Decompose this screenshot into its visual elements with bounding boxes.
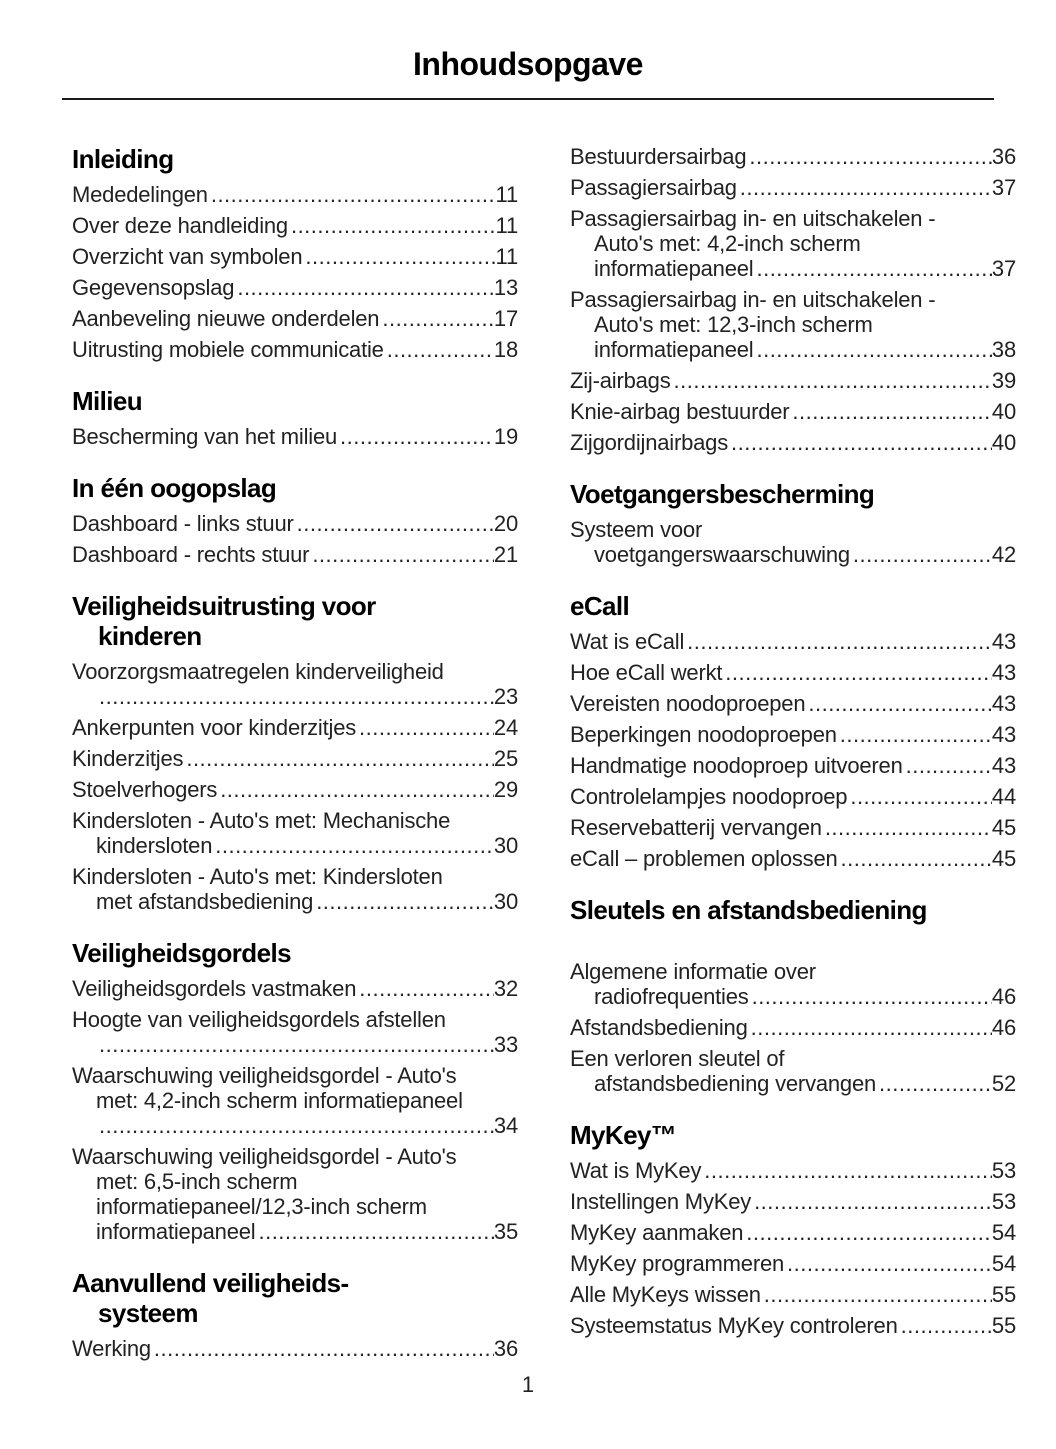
toc-entry-text: Algemene informatie over [570, 959, 816, 984]
toc-entry[interactable] [570, 399, 1016, 424]
toc-entry-text: Handmatige noodoproep uitvoeren [570, 753, 903, 778]
toc-entry-text: Controlelampjes noodoproep [570, 784, 848, 809]
dot-leader [825, 815, 992, 840]
toc-section [570, 591, 1016, 871]
dot-leader [211, 182, 496, 207]
toc-entry-line [570, 287, 1016, 312]
dot-leader [906, 753, 992, 778]
toc-entry-line [570, 660, 1016, 685]
section-heading [72, 144, 518, 174]
toc-entry-text: Systeemstatus MyKey controleren [570, 1313, 898, 1338]
toc-page-number: 43 [991, 753, 1016, 778]
toc-entry-text: Kindersloten - Auto's met: Kindersloten [72, 864, 443, 889]
toc-entry-text: Waarschuwing veiligheidsgordel - Auto's [72, 1144, 457, 1169]
dot-leader [291, 213, 496, 238]
toc-page-number: 25 [493, 746, 518, 771]
toc-entry-text: Passagiersairbag in- en uitschakelen - [570, 206, 936, 231]
toc-entry[interactable] [570, 1220, 1016, 1245]
toc-entry[interactable] [72, 182, 518, 207]
dot-leader [237, 275, 494, 300]
toc-entry-line [570, 368, 1016, 393]
toc-entry-line [72, 889, 518, 914]
dot-leader [186, 746, 494, 771]
toc-entry-text: Afstandsbediening [570, 1015, 748, 1040]
toc-entry-line [72, 864, 518, 889]
toc-entry[interactable] [72, 777, 518, 802]
toc-page-number: 45 [991, 846, 1016, 871]
toc-entry-text: Bescherming van het milieu [72, 424, 338, 449]
toc-page-number: 37 [991, 256, 1016, 281]
toc-entry[interactable] [72, 275, 518, 300]
toc-entry-text: Auto's met: 12,3-inch scherm [594, 312, 873, 337]
toc-entry-line [72, 1007, 518, 1032]
section-heading-line: In één oogopslag [72, 473, 277, 503]
toc-page-number: 43 [991, 722, 1016, 747]
toc-entry[interactable] [570, 722, 1016, 747]
toc-page-number: 18 [493, 337, 518, 362]
folio-page-number: 1 [521, 1372, 535, 1397]
toc-entry-text: Overzicht van symbolen [72, 244, 303, 269]
toc-entry-line [72, 1169, 518, 1194]
toc-entry[interactable] [72, 213, 518, 238]
toc-entry[interactable] [570, 1046, 1016, 1096]
toc-entry-text: informatiepaneel [594, 256, 754, 281]
toc-page-number: 24 [493, 715, 518, 740]
dot-leader [756, 256, 991, 281]
dot-leader [879, 1071, 992, 1096]
toc-page-number: 42 [991, 542, 1016, 567]
toc-page-number: 43 [991, 660, 1016, 685]
dot-leader [808, 691, 992, 716]
toc-entry-line [72, 244, 518, 269]
toc-entry[interactable] [570, 691, 1016, 716]
toc-entry[interactable] [570, 517, 1016, 567]
toc-entry-line [72, 1144, 518, 1169]
toc-entry-line [72, 1088, 518, 1113]
section-heading [570, 479, 1016, 509]
toc-entry-line [72, 1113, 518, 1138]
toc-entry-line [72, 777, 518, 802]
dot-leader [841, 846, 992, 871]
toc-page-number: 36 [493, 1336, 518, 1361]
toc-entry-line [72, 1219, 518, 1244]
dot-leader [787, 1251, 992, 1276]
section-heading-line: MyKey™ [570, 1120, 677, 1150]
dot-leader [853, 542, 992, 567]
toc-page-number: 40 [991, 399, 1016, 424]
toc-entry[interactable] [570, 629, 1016, 654]
toc-entry-text: Instellingen MyKey [570, 1189, 752, 1214]
dot-leader [382, 306, 494, 331]
section-heading [72, 473, 518, 503]
toc-entry-line [570, 337, 1016, 362]
toc-page-number: 11 [495, 244, 518, 269]
dot-leader [901, 1313, 992, 1338]
toc-entry-text: Hoogte van veiligheidsgordels afstellen [72, 1007, 446, 1032]
toc-entry-line [72, 337, 518, 362]
dot-leader [792, 399, 992, 424]
toc-page-number: 32 [493, 976, 518, 1001]
section-heading-line: Aanvullend veiligheids- [72, 1268, 349, 1298]
toc-entry-line [72, 746, 518, 771]
toc-entry-text: afstandsbediening vervangen [594, 1071, 877, 1096]
dot-leader [751, 1015, 992, 1040]
toc-entry-line [570, 691, 1016, 716]
toc-page-number: 30 [493, 833, 518, 858]
toc-section [72, 1268, 518, 1361]
toc-entry-line [72, 1336, 518, 1361]
toc-entry-line [570, 984, 1016, 1009]
toc-page-number: 23 [493, 684, 518, 709]
toc-entry-line [72, 511, 518, 536]
toc-entry-text: met: 4,2-inch scherm informatiepaneel [96, 1088, 463, 1113]
toc-entry-text: radiofrequenties [594, 984, 749, 1009]
dot-leader [749, 144, 992, 169]
toc-entry-text: Alle MyKeys wissen [570, 1282, 761, 1307]
toc-entry-line [570, 206, 1016, 231]
toc-entry[interactable] [570, 175, 1016, 200]
toc-page-number: 29 [493, 777, 518, 802]
toc-entry-line [72, 182, 518, 207]
toc-entry-line [570, 1313, 1016, 1338]
toc-entry-text: Ankerpunten voor kinderzitjes [72, 715, 357, 740]
toc-entry-line [570, 256, 1016, 281]
toc-entry-line [72, 1063, 518, 1088]
toc-entry[interactable] [72, 1063, 518, 1138]
dot-leader [754, 1189, 992, 1214]
dot-leader [297, 511, 494, 536]
toc-column-left [72, 144, 518, 1367]
toc-page-number: 17 [493, 306, 518, 331]
toc-entry[interactable] [72, 511, 518, 536]
toc-entry[interactable] [570, 1189, 1016, 1214]
dot-leader [756, 337, 991, 362]
toc-page-number: 34 [493, 1113, 518, 1138]
toc-entry-line [570, 784, 1016, 809]
toc-entry-text: Gegevensopslag [72, 275, 235, 300]
toc-entry-text: Vereisten noodoproepen [570, 691, 806, 716]
toc-entry-text: informatiepaneel [96, 1219, 256, 1244]
section-heading-line: Veiligheidsgordels [72, 938, 291, 968]
toc-entry-text: MyKey programmeren [570, 1251, 785, 1276]
toc-entry[interactable] [72, 808, 518, 858]
toc-entry-text: Dashboard - rechts stuur [72, 542, 310, 567]
section-heading-line: kinderen [98, 621, 202, 651]
dot-leader [387, 337, 494, 362]
toc-page-number: 35 [493, 1219, 518, 1244]
toc-entry-line [570, 1158, 1016, 1183]
toc-entry-line [570, 1251, 1016, 1276]
toc-entry[interactable] [72, 1007, 518, 1057]
toc-page-number: 11 [495, 213, 518, 238]
toc-entry[interactable] [570, 815, 1016, 840]
toc-section [72, 473, 518, 567]
toc-entry-text: Zijgordijnairbags [570, 430, 729, 455]
toc-entry-line [72, 684, 518, 709]
toc-column-right [570, 144, 1016, 1367]
toc-entry-text: Reservebatterij vervangen [570, 815, 822, 840]
toc-entry-text: Wat is eCall [570, 629, 685, 654]
toc-entry-text: Knie-airbag bestuurder [570, 399, 790, 424]
toc-entry[interactable] [570, 144, 1016, 169]
toc-entry-line [570, 517, 1016, 542]
section-heading-line: eCall [570, 591, 630, 621]
toc-page-number: 45 [991, 815, 1016, 840]
toc-entry-line [570, 846, 1016, 871]
toc-entry[interactable] [570, 1158, 1016, 1183]
dot-leader [674, 368, 992, 393]
toc-entry[interactable] [72, 306, 518, 331]
toc-entry-text: Kinderzitjes [72, 746, 184, 771]
section-heading-line: Inleiding [72, 144, 174, 174]
toc-page-number: 55 [991, 1282, 1016, 1307]
toc-page-number: 36 [991, 144, 1016, 169]
toc-entry-text: Veiligheidsgordels vastmaken [72, 976, 357, 1001]
section-heading [72, 591, 518, 651]
toc-page-number: 11 [495, 182, 518, 207]
toc-entry-line [570, 1046, 1016, 1071]
toc-entry-text: Werking [72, 1336, 151, 1361]
section-heading [72, 1268, 518, 1328]
toc-page-number: 33 [493, 1032, 518, 1057]
toc-entry[interactable] [570, 1313, 1016, 1338]
toc-page-number: 13 [493, 275, 518, 300]
dot-leader [850, 784, 992, 809]
toc-section [72, 591, 518, 914]
toc-entry-line [570, 430, 1016, 455]
section-heading-line: Voetgangersbescherming [570, 479, 875, 509]
toc-entry-text: Passagiersairbag [570, 175, 737, 200]
toc-entry[interactable] [570, 1282, 1016, 1307]
section-heading [570, 1120, 1016, 1150]
toc-entry-text: informatiepaneel [594, 337, 754, 362]
dot-leader [359, 976, 494, 1001]
toc-entry-text: voetgangerswaarschuwing [594, 542, 850, 567]
toc-entry-text: Kindersloten - Auto's met: Mechanische [72, 808, 451, 833]
toc-entry[interactable] [72, 864, 518, 914]
toc-entry-line [570, 231, 1016, 256]
section-heading-line: Sleutels en afstandsbediening [570, 895, 927, 925]
toc-entry[interactable] [72, 976, 518, 1001]
toc-page-number: 21 [493, 542, 518, 567]
toc-page-number: 53 [991, 1158, 1016, 1183]
toc-entry-text: Dashboard - links stuur [72, 511, 294, 536]
toc-page-number: 43 [991, 691, 1016, 716]
toc-page-number: 55 [991, 1313, 1016, 1338]
toc-page-number: 46 [991, 1015, 1016, 1040]
toc-columns [62, 100, 1016, 1367]
dot-leader [740, 175, 992, 200]
toc-entry-line [72, 976, 518, 1001]
toc-entry[interactable] [570, 784, 1016, 809]
page-title: Inhoudsopgave [413, 46, 643, 82]
toc-entry-text: Auto's met: 4,2-inch scherm [594, 231, 861, 256]
toc-section [72, 144, 518, 362]
dot-leader [840, 722, 992, 747]
toc-entry-text: Voorzorgsmaatregelen kinderveiligheid [72, 659, 444, 684]
toc-page-number: 20 [493, 511, 518, 536]
toc-entry[interactable] [570, 287, 1016, 362]
dot-leader [154, 1336, 494, 1361]
toc-entry-text: Systeem voor [570, 517, 703, 542]
toc-section [72, 386, 518, 449]
toc-entry-line [570, 1220, 1016, 1245]
toc-entry-line [72, 424, 518, 449]
section-heading [570, 591, 1016, 621]
toc-entry[interactable] [570, 1015, 1016, 1040]
toc-entry-line [72, 1032, 518, 1057]
toc-entry[interactable] [72, 424, 518, 449]
dot-leader [258, 1219, 493, 1244]
toc-page-number: 30 [493, 889, 518, 914]
toc-entry-line [570, 959, 1016, 984]
dot-leader [752, 984, 992, 1009]
toc-entry-text: Aanbeveling nieuwe onderdelen [72, 306, 380, 331]
section-heading-line: systeem [98, 1298, 198, 1328]
toc-entry-text: Uitrusting mobiele communicatie [72, 337, 384, 362]
toc-page-number: 46 [991, 984, 1016, 1009]
toc-entry-line [72, 1194, 518, 1219]
toc-entry-text: met: 6,5-inch scherm [96, 1169, 298, 1194]
toc-entry-line [570, 144, 1016, 169]
dot-leader [340, 424, 494, 449]
toc-entry[interactable] [72, 746, 518, 771]
toc-entry-text: Over deze handleiding [72, 213, 288, 238]
toc-entry-line [570, 175, 1016, 200]
dot-leader [687, 629, 992, 654]
toc-entry-line [570, 542, 1016, 567]
toc-entry-line [570, 629, 1016, 654]
toc-entry-line [570, 815, 1016, 840]
toc-entry-line [72, 833, 518, 858]
dot-leader [704, 1158, 992, 1183]
dot-leader [316, 889, 494, 914]
toc-section [570, 1120, 1016, 1338]
dot-leader [220, 777, 494, 802]
toc-entry-line [570, 1015, 1016, 1040]
toc-entry-text: Passagiersairbag in- en uitschakelen - [570, 287, 936, 312]
toc-entry[interactable] [570, 1251, 1016, 1276]
section-heading-line: Milieu [72, 386, 143, 416]
toc-entry-text: kindersloten [96, 833, 213, 858]
toc-page-number: 38 [991, 337, 1016, 362]
toc-entry[interactable] [72, 244, 518, 269]
toc-entry[interactable] [570, 959, 1016, 1009]
toc-page-number: 54 [991, 1220, 1016, 1245]
toc-entry-text: Waarschuwing veiligheidsgordel - Auto's [72, 1063, 457, 1088]
toc-page-number: 44 [991, 784, 1016, 809]
toc-entry[interactable] [570, 368, 1016, 393]
section-heading-line: Veiligheidsuitrusting voor [72, 591, 376, 621]
section-heading [72, 386, 518, 416]
toc-entry-line [72, 715, 518, 740]
toc-entry-line [72, 213, 518, 238]
section-heading [570, 895, 1016, 925]
toc-page-number: 40 [991, 430, 1016, 455]
toc-entry-text: Een verloren sleutel of [570, 1046, 785, 1071]
toc-entry-line [570, 1071, 1016, 1096]
toc-entry[interactable] [570, 753, 1016, 778]
toc-entry-text: Zij-airbags [570, 368, 671, 393]
toc-section [570, 479, 1016, 567]
toc-entry[interactable] [72, 1336, 518, 1361]
toc-page-number: 54 [991, 1251, 1016, 1276]
toc-entry-line [72, 306, 518, 331]
toc-page-number: 43 [991, 629, 1016, 654]
toc-entry[interactable] [570, 846, 1016, 871]
toc-entry-text: eCall – problemen oplossen [570, 846, 838, 871]
toc-entry-text: Mededelingen [72, 182, 208, 207]
toc-entry-line [72, 659, 518, 684]
toc-entry-text: met afstandsbediening [96, 889, 314, 914]
toc-page-number: 39 [991, 368, 1016, 393]
toc-page-number: 52 [991, 1071, 1016, 1096]
toc-entry[interactable] [570, 430, 1016, 455]
section-heading [72, 938, 518, 968]
toc-page-number: 53 [991, 1189, 1016, 1214]
dot-leader [359, 715, 494, 740]
toc-entry-text: informatiepaneel/12,3-inch scherm [96, 1194, 427, 1219]
dot-leader [746, 1220, 992, 1245]
toc-section [570, 144, 1016, 455]
dot-leader [312, 542, 494, 567]
dot-leader [725, 660, 992, 685]
dot-leader [764, 1282, 992, 1307]
toc-page-number: 37 [991, 175, 1016, 200]
toc-entry-text: Wat is MyKey [570, 1158, 702, 1183]
toc-entry-line [570, 312, 1016, 337]
toc-section [72, 938, 518, 1244]
toc-entry-text: Stoelverhogers [72, 777, 218, 802]
toc-entry[interactable] [570, 206, 1016, 281]
toc-entry-line [570, 1282, 1016, 1307]
dot-leader [305, 244, 495, 269]
dot-leader [215, 833, 494, 858]
toc-entry-text: Hoe eCall werkt [570, 660, 723, 685]
dot-leader [99, 684, 494, 709]
toc-entry[interactable] [72, 1144, 518, 1244]
toc-entry[interactable] [72, 715, 518, 740]
toc-entry[interactable] [570, 660, 1016, 685]
toc-entry-line [72, 275, 518, 300]
dot-leader [731, 430, 992, 455]
toc-section [570, 895, 1016, 1096]
toc-entry-text: Bestuurdersairbag [570, 144, 747, 169]
toc-entry-line [72, 542, 518, 567]
toc-entry[interactable] [72, 542, 518, 567]
toc-entry-text: MyKey aanmaken [570, 1220, 744, 1245]
dot-leader [99, 1113, 494, 1138]
toc-page-number: 19 [493, 424, 518, 449]
toc-entry[interactable] [72, 337, 518, 362]
toc-entry-line [72, 808, 518, 833]
dot-leader [99, 1032, 494, 1057]
toc-entry-line [570, 1189, 1016, 1214]
toc-entry-line [570, 399, 1016, 424]
toc-entry-line [570, 722, 1016, 747]
toc-entry[interactable] [72, 659, 518, 709]
toc-entry-text: Beperkingen noodoproepen [570, 722, 837, 747]
toc-entry-line [570, 753, 1016, 778]
